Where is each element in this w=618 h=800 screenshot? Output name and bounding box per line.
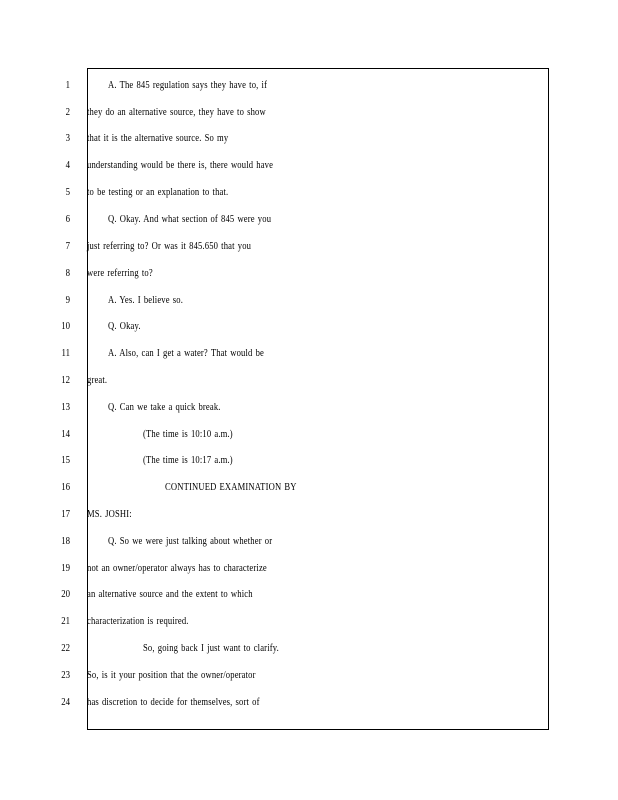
transcript-line: So, going back I just want to clarify. bbox=[143, 642, 279, 654]
line-number: 15 bbox=[61, 454, 70, 466]
line-number: 12 bbox=[61, 374, 70, 386]
transcript-line: understanding would be there is, there would have bbox=[87, 159, 274, 171]
line-number: 22 bbox=[61, 642, 70, 654]
line-number: 13 bbox=[61, 401, 70, 413]
line-number: 23 bbox=[61, 669, 70, 681]
transcript-line: MS. JOSHI: bbox=[87, 508, 132, 520]
transcript-line: A. Also, can I get a water? That would be bbox=[108, 347, 264, 359]
transcript-line: great. bbox=[87, 374, 108, 386]
line-number: 11 bbox=[61, 347, 70, 359]
transcript-line: (The time is 10:10 a.m.) bbox=[143, 428, 233, 440]
transcript-line: that it is the alternative source. So my bbox=[87, 132, 229, 144]
transcript-line: has discretion to decide for themselves, sort of bbox=[87, 696, 260, 708]
transcript-line: Q. Okay. And what section of 845 were you bbox=[108, 213, 272, 225]
transcript-line: just referring to? Or was it 845.650 that you bbox=[87, 240, 252, 252]
line-number: 1 bbox=[65, 79, 70, 91]
line-number: 2 bbox=[65, 106, 70, 118]
line-number: 5 bbox=[65, 186, 70, 198]
line-number: 17 bbox=[61, 508, 70, 520]
line-number: 4 bbox=[65, 159, 70, 171]
transcript-line: A. The 845 regulation says they have to, if bbox=[108, 79, 268, 91]
line-number: 21 bbox=[61, 615, 70, 627]
transcript-line: were referring to? bbox=[87, 267, 153, 279]
line-number: 7 bbox=[65, 240, 70, 252]
transcript-line: an alternative source and the extent to which bbox=[87, 588, 253, 600]
transcript-line: A. Yes. I believe so. bbox=[108, 294, 184, 306]
line-number: 24 bbox=[61, 696, 70, 708]
line-number: 19 bbox=[61, 562, 70, 574]
transcript-line: not an owner/operator always has to characterize bbox=[87, 562, 267, 574]
transcript-line: to be testing or an explanation to that. bbox=[87, 186, 229, 198]
line-number: 18 bbox=[61, 535, 70, 547]
line-number: 6 bbox=[65, 213, 70, 225]
transcript-line: Q. Okay. bbox=[108, 320, 141, 332]
line-number: 8 bbox=[65, 267, 70, 279]
transcript-line: Q. So we were just talking about whether or bbox=[108, 535, 273, 547]
line-number: 20 bbox=[61, 588, 70, 600]
line-number: 14 bbox=[61, 428, 70, 440]
transcript-line: So, is it your position that the owner/operator bbox=[87, 669, 256, 681]
line-number: 3 bbox=[65, 132, 70, 144]
transcript-line: (The time is 10:17 a.m.) bbox=[143, 454, 233, 466]
section-heading: CONTINUED EXAMINATION BY bbox=[165, 481, 297, 493]
transcript-line: they do an alternative source, they have to show bbox=[87, 106, 266, 118]
line-number: 16 bbox=[61, 481, 70, 493]
line-number: 9 bbox=[65, 294, 70, 306]
line-number: 10 bbox=[61, 320, 70, 332]
transcript-line: characterization is required. bbox=[87, 615, 189, 627]
transcript-line: Q. Can we take a quick break. bbox=[108, 401, 221, 413]
